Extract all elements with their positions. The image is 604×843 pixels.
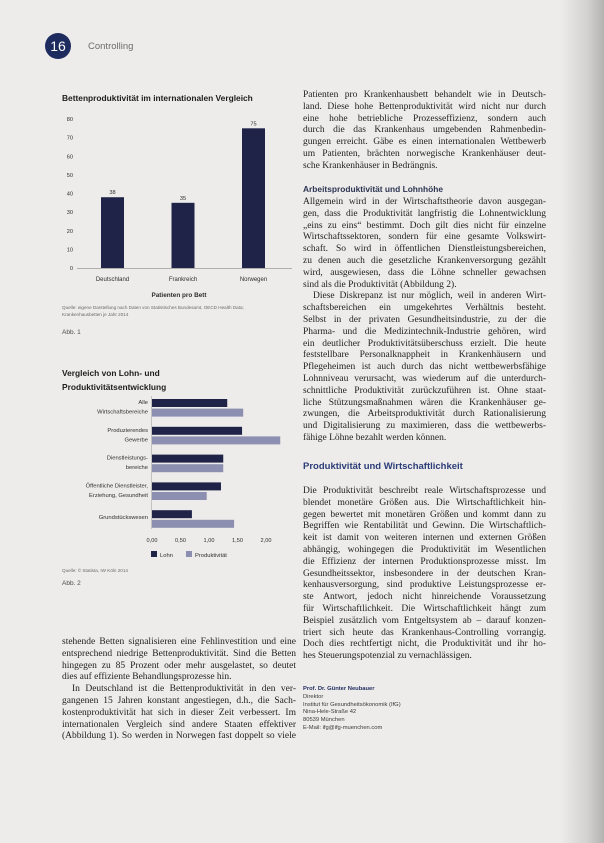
y-tick-label: 10 <box>66 247 73 254</box>
y-tick-label: 60 <box>66 154 73 161</box>
x-tick-label: 0,00 <box>146 538 158 544</box>
legend-label: Produktivität <box>195 553 227 559</box>
y-tick-label: 50 <box>66 172 73 179</box>
x-tick-label: 1,50 <box>232 538 243 544</box>
category-label: Dienstleistungs- <box>106 455 148 462</box>
category-label: Alle <box>138 400 148 406</box>
text-line: „eins zu eins“ bestimmt. Doch gilt dies nicht für einzelne <box>303 220 546 231</box>
y-tick-label: 20 <box>66 228 73 235</box>
legend-swatch <box>186 551 192 557</box>
text-line: gen, dass die Produktivität langfristig die Lohnentwicklung <box>303 208 546 219</box>
text-line: Wirtschaftssektoren, sondern für eine gesamte Volkswirt- <box>303 232 546 243</box>
category-label: Öffentliche Dienstleister, <box>85 483 148 490</box>
text-line: schaft. So wird in öffentlichen Dienstleistungsbereichen, <box>303 244 546 255</box>
text-line: Begriffen wie Rentabilität und Gewinn. Die Wirtschaftlich- <box>303 521 546 532</box>
text-line: um Patienten, brächten norwegische Krankenhäuser deut- <box>303 148 546 159</box>
author-institute: Institut für Gesundheitsökonomik (IfG) <box>303 701 401 708</box>
category-label: Erziehung, Gesundheit <box>89 492 148 499</box>
text-line: gangenen 15 Jahren konstant angestiegen, d.h., die Sach- <box>62 695 296 706</box>
text-line: Beispiel zusätzlich vom Entgeltsystem ab – darauf konzen- <box>303 615 546 626</box>
text-line: Lohnniveau verursacht, was wiederum auf die unterdurch- <box>303 373 546 384</box>
category-label: Produzierendes <box>107 427 148 434</box>
text-line: land. Diese hohe Bettenproduktivität wird nicht nur durch <box>303 101 546 112</box>
section-heading: Produktivität und Wirtschaftlichkeit <box>303 461 463 472</box>
text-line: zwungen, die Arbeitsproduktivität durch Rationalisierung <box>303 409 546 420</box>
data-label: 75 <box>250 121 257 128</box>
text-line: internationalen Vergleich sind andere Staaten effektiver <box>62 719 296 730</box>
text-line: Allgemein wird in der Wirtschaftstheorie davon ausgegan- <box>303 197 546 207</box>
text-line: schnittliche Produktivität zurückzuführen ist. Ohne staat- <box>303 385 546 396</box>
author-city: 80539 München <box>303 717 345 724</box>
text-line: sind als die Produktivität (Abbildung 2). <box>303 279 457 290</box>
data-label: 35 <box>179 195 187 202</box>
author-role: Direktor <box>303 693 324 700</box>
category-label: Gewerbe <box>124 437 148 444</box>
subheading: Arbeitsproduktivität und Lohnhöhe <box>303 184 444 194</box>
text-line: durch die das Krankenhaus umgebenden Rahmenbedin- <box>303 125 546 136</box>
figure-1-title: Bettenproduktivität im internationalen Vergleich <box>62 93 253 103</box>
figure-1-caption: Abb. 1 <box>62 329 81 336</box>
bar-lohn <box>152 427 242 435</box>
section-name: Controlling <box>88 41 134 52</box>
page-number-badge <box>45 33 71 59</box>
text-line: ein deutlicher Produktivitätsüberschuss erzielt. Die heute <box>303 338 546 349</box>
text-line: hes Steuerungspotenzial zu vernachlässigen. <box>303 651 472 662</box>
text-line: gungen erreicht. Gäbe es einen internationalen Wettbewerb <box>303 137 546 148</box>
category-label: Frankreich <box>168 277 198 283</box>
bar-norwegen <box>242 128 265 268</box>
legend-label: Lohn <box>160 553 173 559</box>
category-label: Grundstückswesen <box>98 515 148 522</box>
y-tick-label: 0 <box>69 266 73 272</box>
text-line: die Effizienz der internen Produktionsprozesse misst. Im <box>303 556 546 567</box>
figure-2-horizontal-bar-chart <box>56 390 296 566</box>
author-name: Prof. Dr. Günter Neubauer <box>303 686 375 692</box>
text-line: Doch dies rechtfertigt nicht, die Produktivität und ihr ho- <box>303 639 546 650</box>
bar-lohn <box>152 510 192 518</box>
text-line: triert sich heute das Krankenhaus-Controlling vorrangig. <box>303 627 546 638</box>
text-line: feststellbare Personalknappheit in Krankenhäusern und <box>303 350 546 361</box>
text-line: abhängig, wohingegen die Produktivität im Wesentlichen <box>303 544 546 555</box>
page-number: 16 <box>50 38 66 54</box>
x-tick-label: 2,00 <box>260 538 272 544</box>
author-box <box>303 686 401 733</box>
category-label: bereiche <box>125 465 148 472</box>
text-line: Gesundheitssektor, insbesondere in der deutschen Kran- <box>303 568 546 579</box>
author-street: Nina-Hele-Straße 42 <box>303 709 357 716</box>
text-line: Pharma- und die Medizintechnik-Industrie gehören, wird <box>303 326 546 337</box>
text-line: und Digitalisierung zu maximieren, dass die wettbewerbs- <box>303 421 546 432</box>
bar-lohn <box>152 399 227 407</box>
text-line: keit ist damit von weiteren internen und externen Größen <box>303 533 546 544</box>
data-label: 38 <box>109 190 116 197</box>
page-edge-shadow <box>560 0 604 843</box>
text-line: sche Krankenhäuser in Bedrängnis. <box>303 160 438 171</box>
bar-produktivitaet <box>152 520 234 528</box>
text-line: liche Stützungsmaßnahmen wären die Krankenhäuser ge- <box>303 397 546 408</box>
figure-1-source-line: Quelle: eigene Darstellung nach Daten von Statistisches Bundesamt, OECD Health Data; <box>62 305 244 310</box>
figure-2-source: Quelle: © Statista, IW Köln 2014 <box>62 568 128 573</box>
bar-produktivitaet <box>152 464 223 472</box>
left-column-body-text <box>62 637 296 743</box>
y-tick-label: 30 <box>66 210 73 217</box>
text-line: gegen bewertet mit monetären Größen und kommt dann zu <box>303 509 546 520</box>
text-line: In Deutschland ist die Bettenproduktivität in den ver- <box>72 684 296 695</box>
figure-1-source-line: Krankenhausbetten je Jahr 2014 <box>62 312 129 317</box>
x-tick-label: 1,00 <box>203 538 215 544</box>
text-line: wird, ausgewiesen, dass die Löhne schneller gewachsen <box>303 267 546 278</box>
text-line: Pflegeheimen ist auch durch das nicht wettbewerbsfähige <box>303 362 546 373</box>
bar-lohn <box>152 482 221 490</box>
y-tick-label: 40 <box>66 191 73 198</box>
bar-frankreich <box>172 203 195 268</box>
y-tick-label: 80 <box>66 117 73 123</box>
category-label: Norwegen <box>239 277 268 283</box>
category-label: Deutschland <box>95 277 130 283</box>
text-line: zu denen auch die gesetzliche Krankenversorgung gezählt <box>303 255 546 266</box>
text-line: für Wirtschaftlichkeit. Die Wirtschaftlichkeit hängt zum <box>303 603 546 614</box>
category-label: Wirtschaftsbereiche <box>97 409 148 416</box>
bar-produktivitaet <box>152 436 280 444</box>
section-2-body-text <box>303 486 546 663</box>
text-line: dies auf effiziente Behandlungsprozesse hin. <box>62 672 232 683</box>
figure-2-caption: Abb. 2 <box>62 580 81 587</box>
y-tick-label: 70 <box>66 135 73 142</box>
text-line: (Abbildung 1). So werden in Norwegen fast doppelt so viele <box>62 731 296 742</box>
figure-1-source <box>62 304 244 318</box>
figure-1-bar-chart <box>56 106 296 306</box>
x-tick-label: 0,50 <box>175 538 186 544</box>
text-line: Selbst in der privaten Gesundheitsindustrie, zu der die <box>303 314 546 325</box>
text-line: kenhausversorgung, sind produktive Leistungsprozesse er- <box>303 580 546 591</box>
bar-produktivitaet <box>152 409 243 417</box>
figure-2-title: Vergleich von Lohn- und Produktivitätsentwicklung <box>62 368 167 392</box>
section-1-body-text <box>303 197 546 445</box>
text-line: kostenproduktivität hat sich in dieser Zeit verbessert. Im <box>62 707 296 718</box>
text-line: schaftsbereichen ein umgekehrtes Verhältnis besteht. <box>303 303 546 314</box>
author-email: E-Mail: ifg@ifg-muenchen.com <box>303 724 383 731</box>
text-line: hingegen zu 85 Prozent oder mehr ausgelastet, so deutet <box>62 660 296 671</box>
text-line: Die Produktivität beschreibt reale Wirtschaftsprozesse und <box>303 486 546 496</box>
text-line: Patienten pro Krankenhausbett behandelt wie in Deutsch- <box>303 90 546 100</box>
text-line: Diese Diskrepanz ist nur möglich, weil in anderen Wirt- <box>313 291 546 302</box>
text-line: entsprechend niedrige Bettenproduktivität. Sind die Betten <box>62 648 296 659</box>
x-axis-title: Patienten pro Bett <box>151 292 207 299</box>
bar-lohn <box>152 455 223 463</box>
text-line: ste Antwort, jedoch nicht hinreichende Voraussetzung <box>303 592 546 603</box>
right-column-intro-text <box>303 90 546 173</box>
legend-swatch <box>151 551 157 557</box>
text-line: fähige Löhne bezahlt werden können. <box>303 432 447 443</box>
text-line: eine hohe betriebliche Prozesseffizienz, sondern auch <box>303 113 546 124</box>
bar-deutschland <box>101 197 124 268</box>
bar-produktivitaet <box>152 492 207 500</box>
text-line: stehende Betten signalisieren eine Fehlinvestition und eine <box>62 637 296 647</box>
text-line: blendet monetäre Größen aus. Die Wirtschaftlichkeit hin- <box>303 497 546 508</box>
